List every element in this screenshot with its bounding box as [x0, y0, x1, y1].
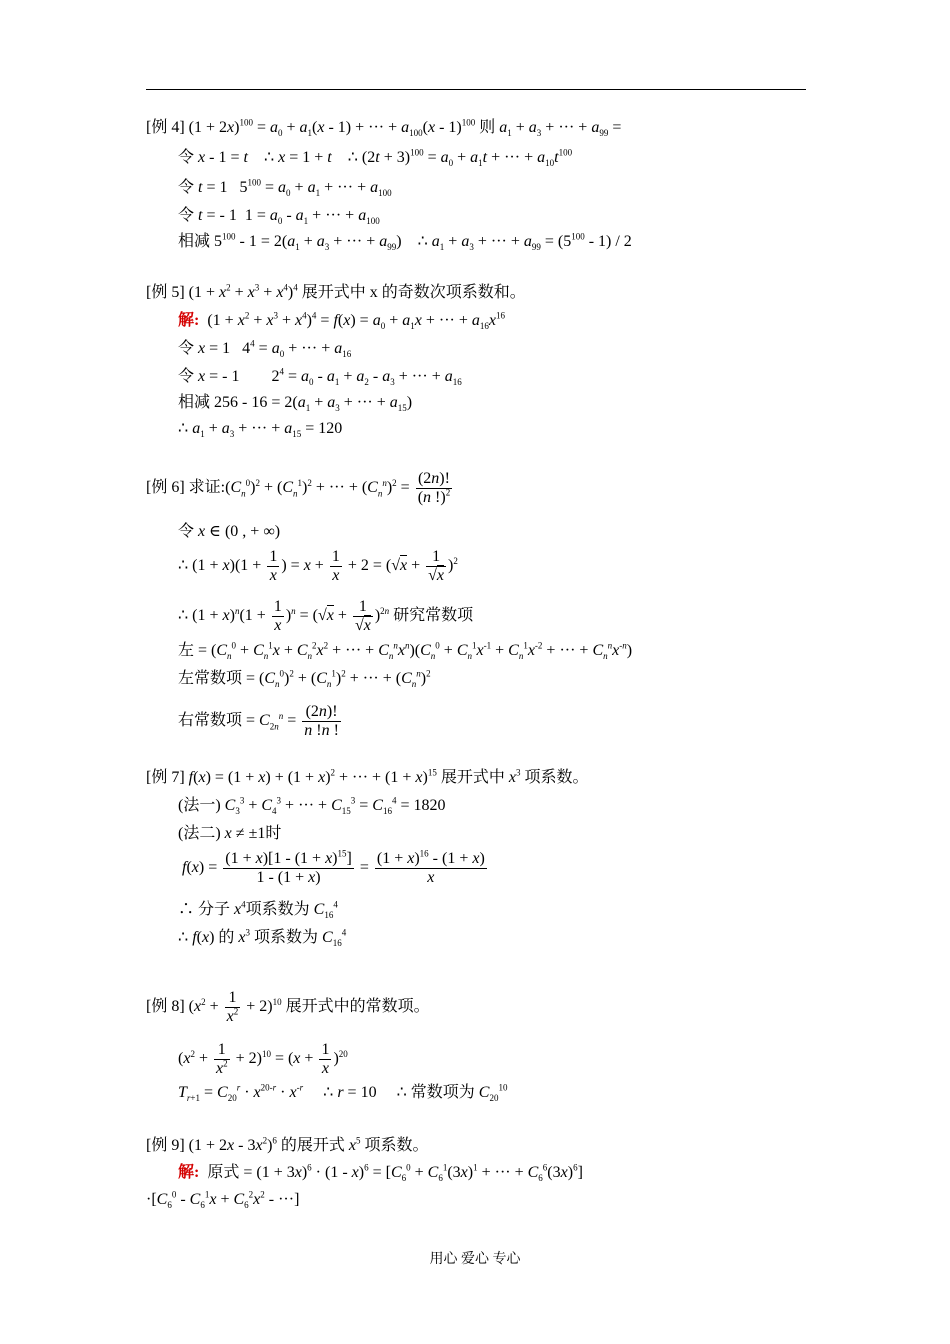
- page-footer: 用心 爱心 专心: [429, 1252, 521, 1267]
- ex7-line2: (法一) $C_3^3 + C_4^3$ + ··· + $C_{15}^3 = C_{16}^4 = 1820$: [178, 795, 446, 817]
- ex6-line1: [例 6] 求证$:(C_n^0)^2 + (C_n^1)^2$ + ··· + $(C_n^n)^2$ = $\frac{(2n)!}{(n !)^2}$: [146, 470, 451, 506]
- ex4-line3: 令 t = 1 $5^{100} = a_0 + a_1$ + ··· + $a_{100}$: [178, 177, 392, 199]
- ex8-label: [例 8]: [146, 998, 185, 1016]
- ex7-line5: ∴ 分子 $x^4$项系数为 $C_{16}^4$: [178, 899, 338, 921]
- ex6-line4: ∴ $(1 + x)^n(1$ + $\frac{1}{x}$ )$^n$ = (√x + $\frac{1}{√x}$ )$^{2n}$ 研究常数项: [178, 598, 474, 634]
- ex4-line5: 相减 $5^{100} - 1 = 2(a_1 + a_3$ + ··· + $a_{99}$) ∴ $a_1 + a_3$ + ··· + $a_{99} = (5^{100} - 1) / 2$: [178, 231, 632, 253]
- ex6-line6: 左常数项 = $(C_n^0)^2 + (C_n^1)^2$ + ··· + $(C_n^n)^2$: [178, 668, 431, 690]
- ex5-line3: 令 x = 1 $4^4 = a_0$ + ··· + $a_{16}$: [178, 338, 352, 360]
- ex6-line2: 令 x ∈ (0 , + ∞): [178, 523, 281, 540]
- ex9-solution-label: 解:: [178, 1164, 200, 1181]
- ex4-line4: 令 t = - 1 $1 = a_0 - a_1$ + ··· + $a_{100}$: [178, 207, 380, 227]
- ex8-line2: ($x^2$ + $\frac{1}{x^2}$ + 2)$^{10}$ = (x + $\frac{1}{x}$ )$^{20}$: [178, 1041, 348, 1077]
- ex6-line7: 右常数项 = $C_{2n}^n$ = $\frac{(2n)!}{n !n !}$: [178, 703, 339, 739]
- ex7-line1: [例 7] $f(x) = (1 + x) + (1 + x)^2$ + ··· + $(1 + x)^{15}$ 展开式中 $x^3$ 项系数。: [146, 767, 589, 786]
- ex6-line5: 左 = ($C_n^0 + C_n^1x + C_n^2x^2$ + ··· + $C_n^nx^n)(C_n^0 + C_n^1x^{-1} + C_n^1x^{-2}$ + ··· + $C_n^nx^{-n}$): [178, 640, 633, 662]
- ex5-line5: 相减 $256 - 16 = 2(a_1 + a_3$ + ··· + $a_{15}$): [178, 394, 413, 414]
- ex7-label: [例 7]: [146, 769, 185, 786]
- ex4-line2: 令 x - 1 = t ∴ x = 1 + t ∴ $(2t + 3)^{100} = a_0 + a_1t$ + ··· + $a_{10}t^{100}$: [178, 147, 573, 169]
- ex5-line4: 令 x = - 1 $2^4 = a_0 - a_1 + a_2 - a_3$ + ··· + $a_{16}$: [178, 366, 462, 388]
- ex7-line3: (法二) x ≠ ±1时: [178, 825, 282, 842]
- ex9-line2: 解: 原式 = $(1 + 3x)^6 \cdot (1 - x)^6 = [C_6^0 + C_6^1(3x)^1$ + ··· + $C_6^6(3x)^6$]: [178, 1162, 583, 1184]
- ex4-label: [例 4]: [146, 119, 185, 136]
- ex6-line3: ∴ (1 + x)(1 + $\frac{1}{x}$ ) = x + $\frac{1}{x}$ + 2 = (√x + $\frac{1}{√x}$ )$^2$: [178, 548, 458, 584]
- ex5-label: [例 5]: [146, 284, 185, 301]
- ex7-line4: f(x) = $\frac{(1 + x)[1 - (1 + x)^{15}]}{1 - (1 + x)}$ = $\frac{(1 + x)^{16} - (1 + x)}{x}$: [182, 848, 485, 886]
- ex5-solution-label: 解:: [178, 312, 200, 329]
- header-rule: [146, 89, 806, 90]
- ex5-line1: [例 5] $(1 + x^2 + x^3 + x^4)^4$ 展开式中 x 的奇数次项系数和。: [146, 282, 526, 301]
- ex5-line2: 解: $(1 + x^2 + x^3 + x^4)^4 = f(x) = a_0 + a_1x$ + ··· + $a_{16}x^{16}$: [178, 310, 505, 332]
- ex9-line1: [例 9] $(1 + 2x - 3x^2)^6$ 的展开式 $x^5$ 项系数。: [146, 1135, 429, 1154]
- ex9-label: [例 9]: [146, 1137, 185, 1154]
- ex4-line1: [例 4] $(1 + 2x)^{100} = a_0 + a_1(x - 1)$ + ··· + $a_{100}(x - 1)^{100}$ 则 $a_1 + a_3$ + ··· + $a_{99}$ =: [146, 117, 622, 139]
- ex6-label: [例 6]: [146, 479, 185, 497]
- ex8-line3: $T_{r+1} = C_{20}^r \cdot x^{20-r} \cdot x^{-r}$ ∴ r = 10 ∴ 常数项为 $C_{20}^{10}$: [178, 1082, 508, 1104]
- ex5-line6: ∴ $a_1 + a_3$ + ··· + $a_{15} = 120$: [178, 420, 343, 440]
- ex7-line6: ∴ f(x) 的 $x^3$ 项系数为 $C_{16}^4$: [178, 927, 347, 949]
- ex9-line3: $\cdot[C_6^0 - C_6^1x + C_6^2x^2$ - ···]: [146, 1189, 300, 1211]
- ex8-line1: [例 8] ($x^2$ + $\frac{1}{x^2}$ + 2)$^{10}$ 展开式中的常数项。: [146, 989, 430, 1025]
